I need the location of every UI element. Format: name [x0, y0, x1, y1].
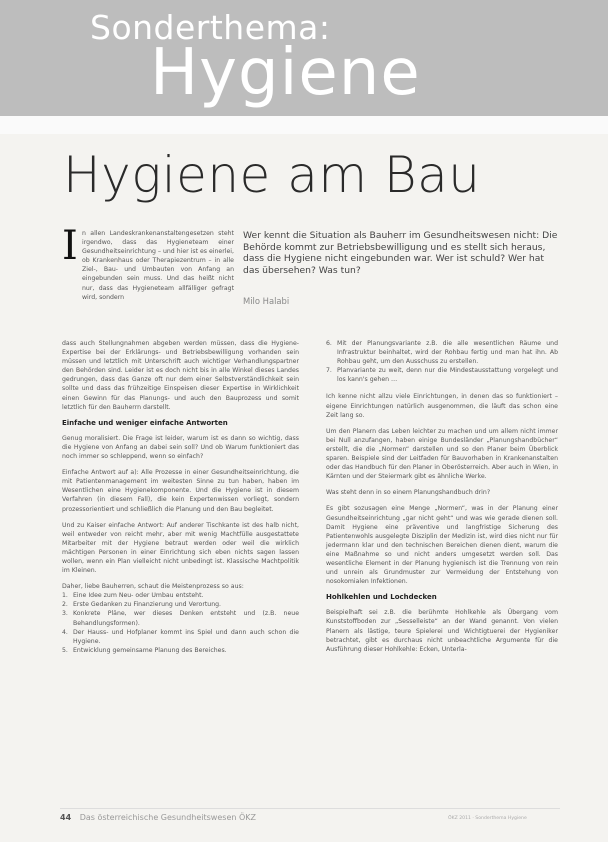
list-item [326, 366, 558, 384]
paragraph: Beispielhaft sei z.B. die berühmte Hohlkehle als Übergang vom Kunststoffboden zur „Sesselleiste“ an der Wand genannt. Von vielen Planern als lästige, teure Spielerei und Wichtigtuerei der Hygieniker betrachtet, gibt es durchaus nicht unbeachtliche Argumente für die Ausführung dieser Hohlkehle: Ecken, Unterla- [326, 609, 558, 653]
paragraph: Ich kenne nicht allzu viele Einrichtungen, in denen das so funktioniert – eigene Einrichtungen natürlich ausgenommen, die läuft das schon eine Zeit lang so. [326, 393, 558, 419]
footer-divider [60, 808, 560, 809]
paragraph: Es gibt sozusagen eine Menge „Normen“, was in der Planung einer Gesundheitseinrichtung „gar nicht geht“ und was wie gerade dienen soll. Damit Hygiene eine präventive und langfristige Sicherung des Patientenwohls ausgelegte Disziplin der Medizin ist, wird dies nicht nur für jedermann klar und den technischen Bereichen dienen dient, warum die eine Maßnahme so und nicht anders umgesetzt werden soll. Das wesentliche Element in der Planung hygienisch ist die Trennung von rein und unrein als Grundmuster zur Vermeidung der Entstehung von nosokomialen Infektionen. [326, 505, 558, 586]
page-footer [60, 813, 256, 822]
list-number: 2. [62, 601, 68, 609]
list-number: 6. [326, 340, 332, 347]
paragraph: dass auch Stellungnahmen abgeben werden müssen, dass die Hygiene-Expertise bei der Erklärungs- und Betriebsbewilligung vorhanden sein müssen und letztlich mit Unterschrift auch wichtiger Verhandlungspartner den Behörden sind. Leider ist es doch nicht bis in alle Winkel dieses Landes gedrungen, dass das Ganze oft nur dem einer Selbstverständlichkeit sein sollte und dass das frühzeitige Einspeisen dieser Expertise in Wirklichkeit einen Gewinn für das Planungs- und auch den Bauprozess und somit letztlich für den Bauherrn darstellt. [62, 340, 299, 411]
list-item [62, 609, 299, 627]
subheading: Hohlkehlen und Lochdecken [326, 593, 437, 602]
list-text: Mit der Planungsvariante z.B. die alle wesentlichen Räume und Infrastruktur beinhaltet, wird der Rohbau fertig und man hat ihn. Ab Rohbau geht, um den Ausschuss zu erstellen. [337, 340, 558, 366]
paragraph: Einfache Antwort auf a): Alle Prozesse in einer Gesundheitseinrichtung, die mit Patientenmanagement im weitesten Sinne zu tun haben, haben im Wesentlichen eine Hygienekomponente. Und die Hygiene ist in diesem Verfahren (in diesem Fall), die kein Expertenwissen vorliegt, sondern prozessorientiert und schließlich die Planung und den Bau begleitet. [62, 469, 299, 513]
left-column [62, 339, 299, 655]
list-number: 3. [62, 610, 68, 618]
paragraph: Was steht denn in so einem Planungshandbuch drin? [326, 489, 491, 497]
list-item [326, 339, 558, 366]
list-text: Entwicklung gemeinsame Planung des Bereiches. [73, 646, 227, 654]
magazine-title: Das österreichische Gesundheitswesen ÖKZ [79, 813, 256, 822]
intro-text: n allen Landeskrankenanstaltengesetzen steht irgendwo, dass das Hygieneteam einer Gesundheitseinrichtung – und hier ist es einerlei, ob Krankenhaus oder Therapiezentrum – in alle Ziel-, Bau- und Umbauten von Anfang an eingebunden sein muss. Und das heißt nicht nur, dass das Hygieneteam allfälliger gefragt wird, sondern [82, 230, 234, 301]
page-number: 44 [60, 813, 72, 822]
section-title: Hygiene [150, 36, 421, 110]
paragraph: Daher, liebe Bauherren, schaut die Meistenprozess so aus: [62, 583, 244, 591]
section-kicker: Sonderthema: [90, 8, 331, 47]
list-number: 4. [62, 628, 68, 636]
right-column [326, 339, 558, 661]
list-number: 5. [62, 646, 68, 654]
list-number: 7. [326, 367, 332, 375]
process-list-continued [326, 339, 558, 384]
list-item [62, 646, 299, 655]
article-teaser: Wer kennt die Situation als Bauherr im Gesundheitswesen nicht: Die Behörde kommt zur Betriebsbewilligung und es stellt sich heraus, dass die Hygiene nicht eingebunden war. Wer ist schuld? Wer hat das übersehen? Was tun? [243, 230, 558, 276]
list-text: Eine Idee zum Neu- oder Umbau entsteht. [73, 592, 204, 600]
section-banner [0, 0, 608, 134]
subheading: Einfache und weniger einfache Antworten [62, 418, 228, 427]
list-text: Der Hauss- und Hofplaner kommt ins Spiel und dann auch schon die Hygiene. [73, 628, 299, 645]
list-number: 1. [62, 592, 68, 600]
issue-info: ÖKZ 2011 · Sonderthema Hygiene [448, 816, 527, 821]
list-item [62, 600, 299, 609]
paragraph: Und zu Kaiser einfache Antwort: Auf anderer Tischkante ist des halb nicht, weil entweder von reicht mehr, aber mit wenig Machtfülle ausgestattete Mitarbeiter mit der Hygiene betraut werden oder weil die wirklich mächtigen Personen in einer Einrichtung sich eben nichts sagen lassen wollen, wenn ein Plan vielleicht nicht unbedingt ist. Klassische Machtpolitik im Kleinen. [62, 521, 299, 575]
paragraph: Um den Planern das Leben leichter zu machen und um allem nicht immer bei Null anzufangen, haben einige Bundesländer „Planungshandbücher“ erstellt, die die „Normen“ darstellen und so den Planer beim Überblick sparen. Beispiele sind der Leitfaden für Bauvorhaben in Krankenanstalten oder das Handbuch für den Planer in Oberösterreich. Aber auch in Wien, in Kärnten und der Steiermark gibt es ähnliche Werke. [326, 427, 558, 481]
paragraph: Genug moralisiert. Die Frage ist leider, warum ist es dann so wichtig, dass die Hygiene von Anfang an dabei sein soll? Und ob Warum funktioniert das noch immer so schleppend, wenn so einfach? [62, 434, 299, 461]
list-text: Konkrete Pläne, wer dieses Denken entsteht und (z.B. neue Behandlungsformen). [73, 610, 299, 627]
list-item [62, 628, 299, 646]
banner-strip [0, 116, 608, 134]
process-list [62, 591, 299, 655]
list-text: Erste Gedanken zu Finanzierung und Verortung. [73, 601, 222, 609]
article-headline: Hygiene am Bau [63, 146, 481, 204]
article-author: Milo Halabi [243, 296, 290, 306]
list-text: Planvariante zu weit, denn nur die Mindestausstattung vorgelegt und los kann's gehen … [337, 367, 558, 384]
drop-cap: I [62, 223, 78, 269]
list-item [62, 591, 299, 600]
intro-paragraph [82, 229, 234, 309]
